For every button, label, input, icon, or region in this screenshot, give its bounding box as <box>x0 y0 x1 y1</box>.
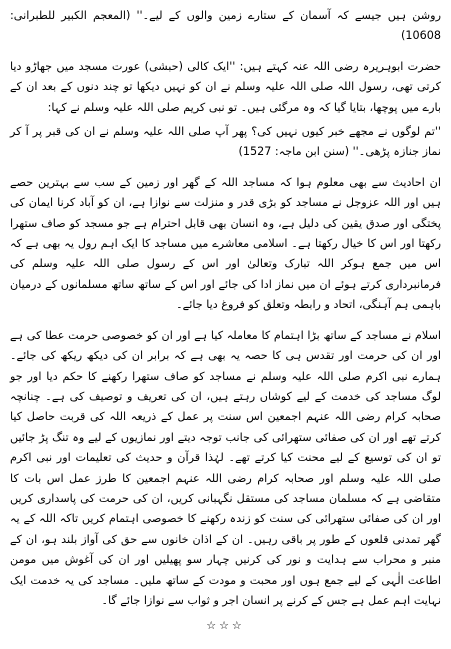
paragraph-masajid-status: ان احادیث سے بھی معلوم ہوا کہ مساجد اللہ کے گھر اور زمین کے سب سے بہترین حصے ہیں اور اللہ عزوجل نے مساجد کو بڑی قدر و منزلت سے نوازا ہے، ان کو آباد کرنا ایمان کی پختگی اور صدق یقین کی دلیل ہے، وہ انسان بھی قابل احترام ہے جو مسجد کو صاف ستھرا رکھتا اور اس کا خیال رکھتا ہے۔ اسلامی معاشرے میں مساجد کا ایک اہم رول یہ بھی ہے کہ اس میں جمع ہوکر اللہ تبارک وتعالیٰ اور اس کے رسول صلی اللہ علیہ وسلم کی فرمانبرداری کرتے ہوئے ان میں نماز ادا کی جائے اور اس کے ساتھ ساتھ مسلمانوں کے درمیان باہمی ہم آہنگی، اتحاد و رابطہ وتعلق کو فروغ دیا جائے۔ <box>10 175 441 312</box>
section-separator-stars: ☆☆☆ <box>206 619 245 633</box>
paragraph-masajid-care: اسلام نے مساجد کے ساتھ بڑا اہتمام کا معاملہ کیا ہے اور ان کو خصوصی حرمت عطا کی ہے اور ان کی حرمت اور تقدس ہی کا حصہ یہ بھی ہے کہ برابر ان کی دیکھ ریکھ کی جائے۔ ہمارے نبی اکرم صلی اللہ علیہ وسلم نے مساجد کو صاف ستھرا رکھنے کا حکم دیا اور جو لوگ مساجد کی خدمت کے لیے کوشاں رہتے ہیں، ان کی تعریف و توصیف کی ہے۔ چنانچہ صحابہ کرام رضی اللہ عنہم اجمعین اس سنت پر عمل کے ذریعہ اللہ کی قربت حاصل کیا کرتے تھے اور ان کی صفائی ستھرائی کی جانب توجہ دیتے اور نمازیوں کے لیے وہ تنگ پڑ جائیں تو ان کی توسیع کے لیے محنت کیا کرتے تھے۔ لہٰذا قرآن و حدیث کی تعلیمات اور نبی اکرم صلی اللہ علیہ وسلم اور صحابہ کرام رضی اللہ عنہم اجمعین کا طرز عمل اس بات کا متقاضی ہے کہ مسلمان مساجد کی مستقل نگہبانی کریں، ان کی حرمت کی پاسداری کریں اور ان کی صفائی ستھرائی کی سنت کو زندہ رکھنے کا خصوصی اہتمام کریں تاکہ اللہ کے یہ گھر تمدنی قلعوں کے طور پر باقی رہیں۔ ان کے اذان خانوں سے حق کی آواز بلند ہو، ان کے منبر و محراب سے ہدایت و نور کی کرنیں چہار سو پھیلیں اور ان کی آغوش میں مومن اطاعت الٰہی کے لیے جمع ہوں اور محبت و مودت کے ساتھ ملیں۔ مساجد کی یہ خدمت ایک نہایت اہم عمل ہے جس کے کرنے پر انسان اجر و ثواب سے نوازا جائے گا۔ <box>10 328 441 607</box>
paragraph-tabarani-quote-end: روشن ہیں جیسے کہ آسمان کے ستارے زمین والوں کے لیے۔'' (المعجم الکبیر للطبرانی: 10608) <box>10 9 441 43</box>
paragraph-abu-huraira-hadith: حضرت ابوہریرہ رضی اللہ عنہ کہتے ہیں: ''ایک کالی (حبشی) عورت مسجد میں جھاڑو دیا کرتی تھی، رسول اللہ صلی اللہ علیہ وسلم نے ان کو نہیں دیکھا تو چند دنوں کے بعد ان کے بارے میں پوچھا، بتایا گیا کہ وہ مرگئی ہیں۔ تو نبی کریم صلی اللہ علیہ وسلم نے کہا: <box>10 59 441 114</box>
paragraph-ibn-majah-quote: ''تم لوگوں نے مجھے خبر کیوں نہیں کی؟ پھر آپ صلی اللہ علیہ وسلم نے ان کی قبر پر آ کر نماز جنازہ پڑھی۔'' (سنن ابن ماجہ: 1527) <box>10 125 441 159</box>
